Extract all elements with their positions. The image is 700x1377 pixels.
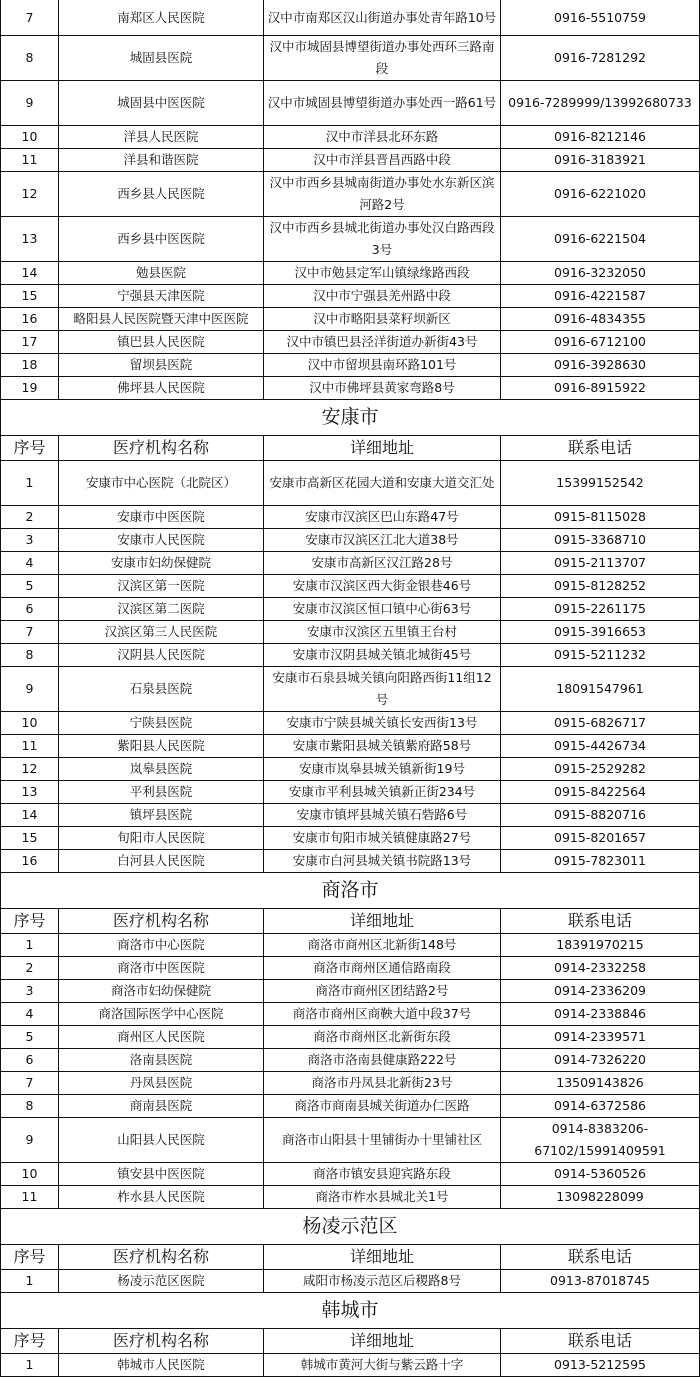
row-number: 10 (1, 126, 59, 149)
row-number: 18 (1, 354, 59, 377)
hospital-phone: 0915-2529282 (501, 758, 700, 781)
hospital-name: 洋县人民医院 (59, 126, 264, 149)
row-number: 9 (1, 1118, 59, 1163)
hospital-address: 商洛市商州区通信路南段 (264, 957, 501, 980)
hospital-phone: 13509143826 (501, 1072, 700, 1095)
column-header-row (1, 1245, 700, 1270)
hospital-phone: 0914-6372586 (501, 1095, 700, 1118)
table-row (1, 1095, 700, 1118)
hospital-address: 汉中市留坝县南环路101号 (264, 354, 501, 377)
table-row (1, 506, 700, 529)
city-title: 韩城市 (1, 1293, 700, 1329)
hospital-address: 安康市镇坪县城关镇石砦路6号 (264, 804, 501, 827)
table-row (1, 331, 700, 354)
hospital-name: 商洛市中心医院 (59, 934, 264, 957)
phone-col-header: 联系电话 (501, 436, 700, 461)
hospital-name: 岚皋县医院 (59, 758, 264, 781)
table-row (1, 827, 700, 850)
hospital-phone: 18091547961 (501, 667, 700, 712)
hospital-name: 汉滨区第一医院 (59, 575, 264, 598)
hospital-address: 商洛市柞水县城北关1号 (264, 1186, 501, 1209)
hospital-phone: 0914-5360526 (501, 1163, 700, 1186)
hospital-name: 白河县人民医院 (59, 850, 264, 873)
hospital-name: 汉滨区第二医院 (59, 598, 264, 621)
hospital-phone: 0915-8115028 (501, 506, 700, 529)
row-number: 5 (1, 1026, 59, 1049)
hospital-address: 安康市汉滨区五里镇王台村 (264, 621, 501, 644)
table-row (1, 36, 700, 81)
hospital-address: 汉中市洋县北环东路 (264, 126, 501, 149)
hospital-address: 安康市平利县城关镇新正街234号 (264, 781, 501, 804)
hospital-name: 汉滨区第三人民医院 (59, 621, 264, 644)
hospital-address: 汉中市城固县博望街道办事处西一路61号 (264, 81, 501, 126)
row-number: 8 (1, 644, 59, 667)
hospital-phone: 0915-8128252 (501, 575, 700, 598)
table-row (1, 285, 700, 308)
table-row (1, 980, 700, 1003)
hospital-name: 商洛国际医学中心医院 (59, 1003, 264, 1026)
table-row (1, 217, 700, 262)
hospital-address: 安康市汉滨区巴山东路47号 (264, 506, 501, 529)
hospital-address: 安康市岚皋县城关镇新街19号 (264, 758, 501, 781)
row-number: 2 (1, 506, 59, 529)
row-number: 1 (1, 1354, 59, 1377)
no-col-header: 序号 (1, 1329, 59, 1354)
hospital-address: 商洛市洛南县健康路222号 (264, 1049, 501, 1072)
hospital-address: 汉中市宁强县羌州路中段 (264, 285, 501, 308)
row-number: 13 (1, 217, 59, 262)
row-number: 1 (1, 934, 59, 957)
hospital-phone: 0916-7281292 (501, 36, 700, 81)
hospital-address: 汉中市洋县晋昌西路中段 (264, 149, 501, 172)
hospital-address: 安康市紫阳县城关镇紫府路58号 (264, 735, 501, 758)
hospital-name: 山阳县人民医院 (59, 1118, 264, 1163)
row-number: 11 (1, 735, 59, 758)
hospital-phone: 0916-6712100 (501, 331, 700, 354)
hospital-phone: 0915-3916653 (501, 621, 700, 644)
row-number: 7 (1, 0, 59, 36)
table-row (1, 1270, 700, 1293)
hospital-name: 镇安县中医医院 (59, 1163, 264, 1186)
hospital-address: 安康市石泉县城关镇向阳路西街11组12号 (264, 667, 501, 712)
table-row (1, 712, 700, 735)
hospital-phone: 0915-4426734 (501, 735, 700, 758)
table-row (1, 598, 700, 621)
hospital-name: 安康市中心医院（北院区） (59, 461, 264, 506)
row-number: 2 (1, 957, 59, 980)
hospital-name: 安康市中医医院 (59, 506, 264, 529)
name-col-header: 医疗机构名称 (59, 1329, 264, 1354)
hospital-name: 西乡县人民医院 (59, 172, 264, 217)
hospital-phone: 0916-3928630 (501, 354, 700, 377)
name-col-header: 医疗机构名称 (59, 909, 264, 934)
city-header-row (1, 1209, 700, 1245)
address-col-header: 详细地址 (264, 436, 501, 461)
row-number: 19 (1, 377, 59, 400)
hospital-name: 西乡县中医医院 (59, 217, 264, 262)
hospital-phone: 0913-87018745 (501, 1270, 700, 1293)
row-number: 10 (1, 1163, 59, 1186)
row-number: 1 (1, 1270, 59, 1293)
row-number: 8 (1, 1095, 59, 1118)
row-number: 3 (1, 980, 59, 1003)
table-row (1, 354, 700, 377)
hospital-name: 镇巴县人民医院 (59, 331, 264, 354)
table-row (1, 1003, 700, 1026)
table-row (1, 934, 700, 957)
hospital-phone: 0915-3368710 (501, 529, 700, 552)
hospital-name: 丹凤县医院 (59, 1072, 264, 1095)
hospital-address: 汉中市西乡县城南街道办事处水东新区滨河路2号 (264, 172, 501, 217)
row-number: 15 (1, 285, 59, 308)
hospital-phone: 0915-6826717 (501, 712, 700, 735)
row-number: 9 (1, 81, 59, 126)
table-row (1, 149, 700, 172)
row-number: 6 (1, 598, 59, 621)
row-number: 12 (1, 172, 59, 217)
hospital-address: 商洛市商州区商鞅大道中段37号 (264, 1003, 501, 1026)
hospital-phone: 0916-6221020 (501, 172, 700, 217)
hospital-table-body (1, 0, 700, 1377)
hospital-phone: 0916-5510759 (501, 0, 700, 36)
table-row (1, 126, 700, 149)
row-number: 11 (1, 1186, 59, 1209)
hospital-name: 洛南县医院 (59, 1049, 264, 1072)
hospital-address: 安康市宁陕县城关镇长安西街13号 (264, 712, 501, 735)
hospital-phone: 0915-2261175 (501, 598, 700, 621)
hospital-name: 杨凌示范区医院 (59, 1270, 264, 1293)
table-row (1, 1049, 700, 1072)
hospital-phone: 0914-8383206-67102/15991409591 (501, 1118, 700, 1163)
hospital-address: 商洛市商南县城关街道办仁医路 (264, 1095, 501, 1118)
hospital-name: 商南县医院 (59, 1095, 264, 1118)
address-col-header: 详细地址 (264, 909, 501, 934)
hospital-name: 勉县医院 (59, 262, 264, 285)
row-number: 7 (1, 1072, 59, 1095)
city-header-row (1, 1293, 700, 1329)
city-title: 安康市 (1, 400, 700, 436)
hospital-phone: 0915-8422564 (501, 781, 700, 804)
hospital-address: 汉中市佛坪县黄家弯路8号 (264, 377, 501, 400)
hospital-phone: 0914-2338846 (501, 1003, 700, 1026)
row-number: 10 (1, 712, 59, 735)
name-col-header: 医疗机构名称 (59, 1245, 264, 1270)
table-row (1, 81, 700, 126)
table-row (1, 804, 700, 827)
hospital-phone: 15399152542 (501, 461, 700, 506)
hospital-phone: 18391970215 (501, 934, 700, 957)
hospital-phone: 0916-7289999/13992680733 (501, 81, 700, 126)
hospital-name: 佛坪县人民医院 (59, 377, 264, 400)
table-row (1, 621, 700, 644)
table-row (1, 1118, 700, 1163)
hospital-name: 石泉县医院 (59, 667, 264, 712)
table-row (1, 308, 700, 331)
hospital-name: 南郑区人民医院 (59, 0, 264, 36)
hospital-name: 汉阴县人民医院 (59, 644, 264, 667)
hospital-address: 商洛市商州区团结路2号 (264, 980, 501, 1003)
hospital-name: 镇坪县医院 (59, 804, 264, 827)
row-number: 14 (1, 804, 59, 827)
hospital-phone: 0916-4834355 (501, 308, 700, 331)
row-number: 1 (1, 461, 59, 506)
hospital-phone: 0916-3183921 (501, 149, 700, 172)
row-number: 17 (1, 331, 59, 354)
table-row (1, 377, 700, 400)
phone-col-header: 联系电话 (501, 1329, 700, 1354)
hospital-address: 汉中市勉县定军山镇绿缘路西段 (264, 262, 501, 285)
hospital-address: 韩城市黄河大街与紫云路十字 (264, 1354, 501, 1377)
row-number: 9 (1, 667, 59, 712)
hospital-phone: 0914-2336209 (501, 980, 700, 1003)
hospital-phone: 0916-4221587 (501, 285, 700, 308)
hospital-phone: 0913-5212595 (501, 1354, 700, 1377)
column-header-row (1, 436, 700, 461)
hospital-address: 咸阳市杨凌示范区后稷路8号 (264, 1270, 501, 1293)
hospital-address: 汉中市略阳县菜籽坝新区 (264, 308, 501, 331)
hospital-phone: 0915-8201657 (501, 827, 700, 850)
row-number: 11 (1, 149, 59, 172)
hospital-phone: 0916-8212146 (501, 126, 700, 149)
hospital-phone: 13098228099 (501, 1186, 700, 1209)
hospital-name: 韩城市人民医院 (59, 1354, 264, 1377)
city-header-row (1, 873, 700, 909)
row-number: 7 (1, 621, 59, 644)
hospital-address: 安康市汉阴县城关镇北城街45号 (264, 644, 501, 667)
no-col-header: 序号 (1, 909, 59, 934)
no-col-header: 序号 (1, 1245, 59, 1270)
hospital-name: 宁强县天津医院 (59, 285, 264, 308)
hospital-address: 商洛市山阳县十里铺街办十里铺社区 (264, 1118, 501, 1163)
hospital-phone: 0915-7823011 (501, 850, 700, 873)
table-row (1, 781, 700, 804)
hospital-address: 商洛市商州区北新街148号 (264, 934, 501, 957)
hospital-name: 城固县中医医院 (59, 81, 264, 126)
table-row (1, 1072, 700, 1095)
table-row (1, 957, 700, 980)
hospital-phone: 0914-7326220 (501, 1049, 700, 1072)
hospital-phone: 0914-2332258 (501, 957, 700, 980)
hospital-address: 安康市旬阳市城关镇健康路27号 (264, 827, 501, 850)
hospital-address: 安康市高新区花园大道和安康大道交汇处 (264, 461, 501, 506)
hospital-name: 柞水县人民医院 (59, 1186, 264, 1209)
column-header-row (1, 909, 700, 934)
row-number: 5 (1, 575, 59, 598)
table-row (1, 262, 700, 285)
table-row (1, 0, 700, 36)
hospital-name: 紫阳县人民医院 (59, 735, 264, 758)
hospital-address: 商洛市丹凤县北新街23号 (264, 1072, 501, 1095)
table-row (1, 758, 700, 781)
hospital-phone: 0915-8820716 (501, 804, 700, 827)
hospital-address: 汉中市城固县博望街道办事处西环三路南段 (264, 36, 501, 81)
hospital-phone: 0916-8915922 (501, 377, 700, 400)
hospital-name: 城固县医院 (59, 36, 264, 81)
table-row (1, 172, 700, 217)
row-number: 13 (1, 781, 59, 804)
table-row (1, 1163, 700, 1186)
hospital-phone: 0916-3232050 (501, 262, 700, 285)
hospital-address: 安康市汉滨区江北大道38号 (264, 529, 501, 552)
hospital-address: 汉中市南郑区汉山街道办事处青年路10号 (264, 0, 501, 36)
table-row (1, 1354, 700, 1377)
hospital-name: 商洛市中医医院 (59, 957, 264, 980)
row-number: 3 (1, 529, 59, 552)
table-row (1, 575, 700, 598)
hospital-name: 旬阳市人民医院 (59, 827, 264, 850)
table-row (1, 529, 700, 552)
phone-col-header: 联系电话 (501, 909, 700, 934)
table-row (1, 735, 700, 758)
hospital-phone: 0915-5211232 (501, 644, 700, 667)
city-header-row (1, 400, 700, 436)
row-number: 16 (1, 308, 59, 331)
row-number: 4 (1, 552, 59, 575)
hospital-phone: 0916-6221504 (501, 217, 700, 262)
table-row (1, 552, 700, 575)
row-number: 6 (1, 1049, 59, 1072)
hospital-name: 商州区人民医院 (59, 1026, 264, 1049)
table-row (1, 850, 700, 873)
hospital-address: 安康市汉滨区恒口镇中心街63号 (264, 598, 501, 621)
hospital-name: 略阳县人民医院暨天津中医医院 (59, 308, 264, 331)
hospital-address: 安康市汉滨区西大街金银巷46号 (264, 575, 501, 598)
phone-col-header: 联系电话 (501, 1245, 700, 1270)
hospital-address: 商洛市镇安县迎宾路东段 (264, 1163, 501, 1186)
table-row (1, 461, 700, 506)
table-row (1, 1026, 700, 1049)
hospital-name: 洋县和谐医院 (59, 149, 264, 172)
table-row (1, 644, 700, 667)
hospital-name: 商洛市妇幼保健院 (59, 980, 264, 1003)
city-title: 商洛市 (1, 873, 700, 909)
hospital-address: 汉中市西乡县城北街道办事处汉白路西段3号 (264, 217, 501, 262)
row-number: 14 (1, 262, 59, 285)
address-col-header: 详细地址 (264, 1329, 501, 1354)
table-row (1, 1186, 700, 1209)
row-number: 4 (1, 1003, 59, 1026)
hospital-phone: 0914-2339571 (501, 1026, 700, 1049)
hospital-name: 宁陕县医院 (59, 712, 264, 735)
hospital-address: 商洛市商州区北新街东段 (264, 1026, 501, 1049)
hospital-name: 留坝县医院 (59, 354, 264, 377)
row-number: 16 (1, 850, 59, 873)
city-title: 杨凌示范区 (1, 1209, 700, 1245)
hospital-address: 安康市高新区汉江路28号 (264, 552, 501, 575)
address-col-header: 详细地址 (264, 1245, 501, 1270)
hospital-name: 平利县医院 (59, 781, 264, 804)
no-col-header: 序号 (1, 436, 59, 461)
hospital-address: 汉中市镇巴县泾洋街道办新街43号 (264, 331, 501, 354)
row-number: 12 (1, 758, 59, 781)
table-row (1, 667, 700, 712)
row-number: 15 (1, 827, 59, 850)
row-number: 8 (1, 36, 59, 81)
hospital-name: 安康市人民医院 (59, 529, 264, 552)
name-col-header: 医疗机构名称 (59, 436, 264, 461)
column-header-row (1, 1329, 700, 1354)
hospital-phone: 0915-2113707 (501, 552, 700, 575)
hospital-name: 安康市妇幼保健院 (59, 552, 264, 575)
hospital-address: 安康市白河县城关镇书院路13号 (264, 850, 501, 873)
